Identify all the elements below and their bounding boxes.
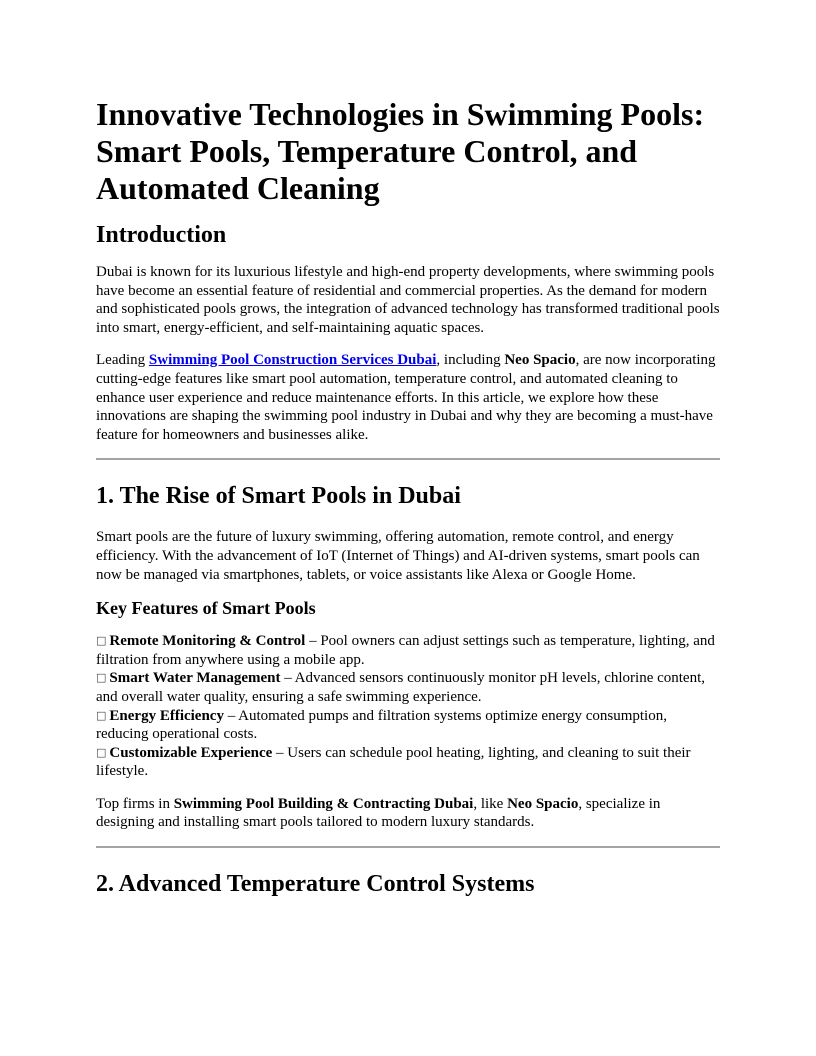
feature-item-custom xyxy=(96,744,720,781)
feature-text: – Users can schedule pool heating, lighting, and cleaning to suit their lifestyle. xyxy=(96,744,691,780)
closing-middle: , like xyxy=(473,795,508,812)
feature-text: – Advanced sensors continuously monitor pH levels, chlorine content, and overall water quality, ensuring a safe swimming experience. xyxy=(96,670,706,705)
closing-bold-service: Swimming Pool Building & Contracting Dubai xyxy=(173,795,474,812)
intro-heading: Introduction xyxy=(96,222,227,248)
feature-title: Smart Water Management xyxy=(109,670,281,687)
intro-paragraph-2 xyxy=(96,351,720,444)
brand-name: Neo Spacio xyxy=(504,352,576,369)
intro-paragraph-1: Dubai is known for its luxurious lifestyle and high-end property developments, where swimming pools have become an essential feature of residential and commercial properties. As the demand for modern and sophisticated pools grows, the integration of advanced technology has transformed traditional pools into smart, energy-efficient, and self-maintaining aquatic spaces. xyxy=(96,264,720,336)
checkbox-bullet-icon: □ xyxy=(96,745,107,759)
intro-p2-middle: , including xyxy=(436,352,505,369)
document-page xyxy=(96,96,720,916)
closing-before: Top firms in xyxy=(96,795,174,812)
features-list xyxy=(96,632,720,781)
section1-paragraph: Smart pools are the future of luxury swimming, offering automation, remote control, and energy efficiency. With the advancement of IoT (Internet of Things) and AI-driven systems, smart pools can now be managed via smartphones, tablets, or voice assistants like Alexa or Google Home. xyxy=(96,529,700,583)
section-divider-2 xyxy=(96,846,720,848)
feature-item-energy xyxy=(96,707,720,744)
features-subheading: Key Features of Smart Pools xyxy=(96,598,316,619)
feature-item-water xyxy=(96,669,720,706)
feature-text: – Automated pumps and filtration systems optimize energy consumption, reducing operational costs. xyxy=(96,707,667,743)
feature-title: Remote Monitoring & Control xyxy=(109,633,306,650)
section1-closing-paragraph xyxy=(96,795,720,832)
intro-p2-before: Leading xyxy=(96,352,149,369)
brand-name: Neo Spacio xyxy=(507,795,579,812)
section2-heading: 2. Advanced Temperature Control Systems xyxy=(96,871,535,898)
page-title: Innovative Technologies in Swimming Pools: Smart Pools, Temperature Control, and Automated Cleaning xyxy=(96,96,705,206)
intro-p2-after: , are now incorporating cutting-edge features like smart pool automation, temperature control, and automated cleaning to enhance user experience and reduce maintenance efforts. In this article, we explore how these innovations are shaping the swimming pool industry in Dubai and why they are becoming a must-have feature for homeowners and businesses alike. xyxy=(96,352,716,443)
feature-text: – Pool owners can adjust settings such as temperature, lighting, and filtration from anywhere using a mobile app. xyxy=(96,633,715,668)
feature-item-remote xyxy=(96,632,720,669)
feature-title: Customizable Experience xyxy=(109,744,273,761)
checkbox-bullet-icon: □ xyxy=(96,671,107,685)
section1-heading: 1. The Rise of Smart Pools in Dubai xyxy=(96,483,461,510)
feature-title: Energy Efficiency xyxy=(109,707,224,724)
checkbox-bullet-icon: □ xyxy=(96,708,107,722)
checkbox-bullet-icon: □ xyxy=(96,634,107,648)
closing-after: , specialize in designing and installing smart pools tailored to modern luxury standards. xyxy=(96,795,661,831)
construction-services-link[interactable]: Swimming Pool Construction Services Dubai xyxy=(148,352,437,369)
section-divider-1 xyxy=(96,458,720,460)
